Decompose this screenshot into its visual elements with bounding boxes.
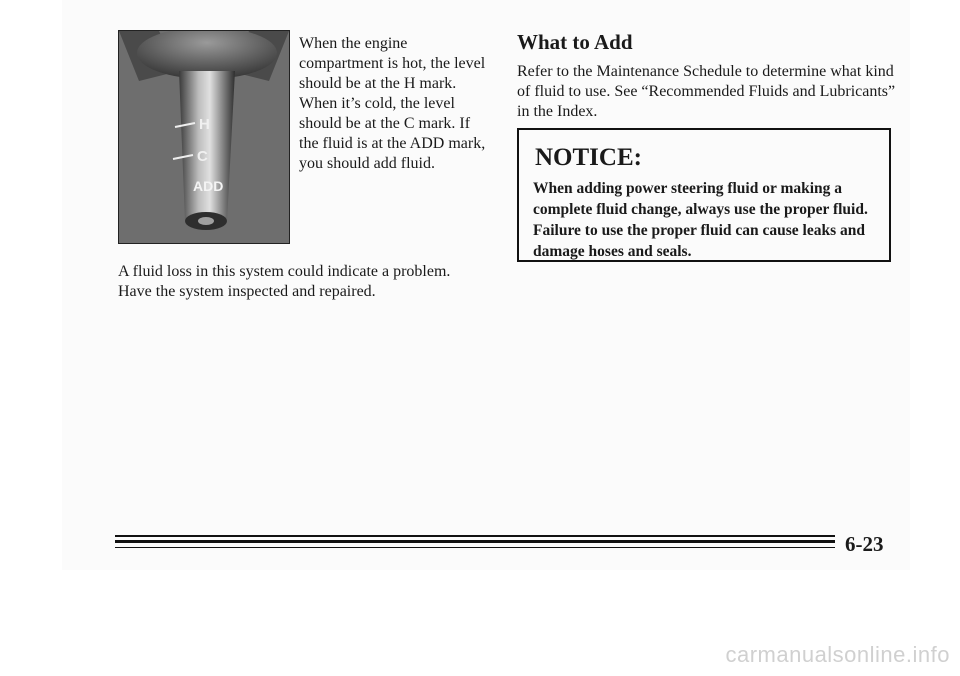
footer-rule-thick xyxy=(115,540,835,543)
page-number: 6-23 xyxy=(845,532,884,556)
notice-text: When adding power steering fluid or making a complete fluid change, always use the proper fluid. Failure to use the proper fluid can cause leaks and damage hoses and seals. xyxy=(533,180,868,260)
what-to-add-paragraph: Refer to the Maintenance Schedule to determine what kind of fluid to use. See “Recommended Fluids and Lubricants” in the Index. xyxy=(517,63,896,120)
dipstick-mark-add: ADD xyxy=(193,178,224,194)
watermark-text: carmanualsonline.info xyxy=(725,642,950,667)
notice-title: NOTICE: xyxy=(535,144,642,171)
notice-box xyxy=(517,128,891,262)
dipstick-figure xyxy=(118,30,290,244)
dipstick-mark-h: H xyxy=(199,116,210,133)
footer-rule-bottom xyxy=(115,547,835,548)
fluid-loss-paragraph: A fluid loss in this system could indicate a problem. Have the system inspected and repaired. xyxy=(118,263,451,300)
footer-rule-top xyxy=(115,535,835,537)
section-heading: What to Add xyxy=(517,30,633,54)
dipstick-mark-c: C xyxy=(197,148,208,165)
figure-caption: When the engine compartment is hot, the level should be at the H mark. When it’s cold, the level should be at the C mark. If the fluid is at the ADD mark, you should add fluid. xyxy=(299,35,486,172)
dipstick-illustration xyxy=(119,31,289,243)
